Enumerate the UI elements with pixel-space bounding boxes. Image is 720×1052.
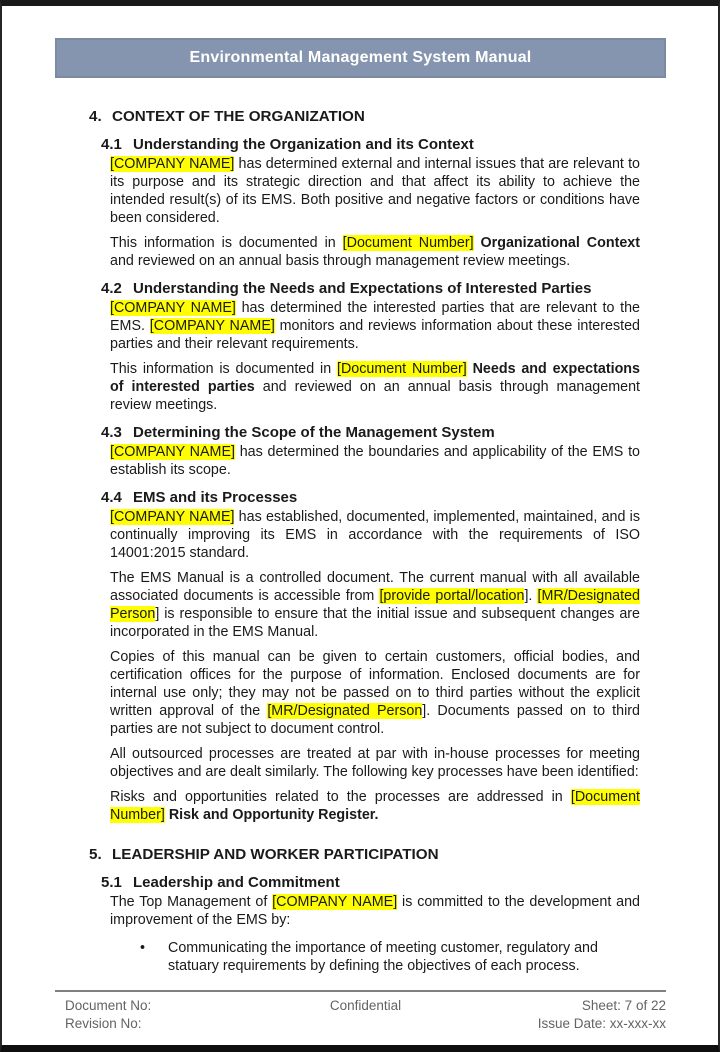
text-run: and reviewed on an annual basis through management review meetings. bbox=[110, 379, 640, 413]
bold-text-run: Needs and expectations of interested parties bbox=[110, 361, 640, 395]
bullet-item bbox=[140, 939, 640, 975]
text-run: is committed to the development and improvement of the EMS by: bbox=[110, 894, 640, 928]
heading-text: EMS and its Processes bbox=[133, 489, 298, 506]
subsection-heading bbox=[101, 424, 640, 442]
confidential-label: Confidential bbox=[329, 998, 402, 1013]
subsection-heading bbox=[101, 489, 640, 507]
heading-text: Understanding the Organization and its Context bbox=[133, 136, 474, 153]
heading-number: 4.3 bbox=[101, 424, 122, 441]
heading-number: 4.4 bbox=[101, 489, 122, 506]
text-run: monitors and reviews information about these interested parties and their relevant requirements. bbox=[110, 318, 640, 352]
paragraph bbox=[110, 508, 640, 562]
revision-no-label: Revision No: bbox=[65, 1016, 142, 1031]
subsection-heading bbox=[101, 874, 640, 892]
text-run: has determined external and internal issues that are relevant to its purpose and its strategic direction and that affect its ability to achieve the intended result(s) of its EMS. Both positive and negative factors or conditions have been considered. bbox=[110, 156, 640, 226]
text-run: Risks and opportunities related to the processes are addressed in bbox=[110, 789, 571, 805]
highlighted-placeholder: [Document Number] bbox=[110, 789, 640, 823]
paragraph bbox=[110, 360, 640, 414]
highlighted-placeholder: [COMPANY NAME] bbox=[110, 300, 236, 316]
text-run: ]. bbox=[524, 588, 538, 604]
text-run: has determined the boundaries and applicability of the EMS to establish its scope. bbox=[110, 444, 640, 478]
highlighted-placeholder: [MR/Designated Person bbox=[110, 588, 640, 622]
text-run: This information is documented in bbox=[110, 235, 343, 251]
paragraph bbox=[110, 569, 640, 641]
text-run bbox=[474, 235, 481, 251]
text-run: ]. Documents passed on to third parties are not subject to document control. bbox=[110, 703, 640, 737]
highlighted-placeholder: [COMPANY NAME] bbox=[110, 444, 235, 460]
paragraph bbox=[110, 893, 640, 929]
text-run: Copies of this manual can be given to certain customers, official bodies, and certification offices for the purpose of information. Enclosed documents are for internal use only; they may not be passed on to third parties without the explicit written approval of the bbox=[110, 649, 640, 719]
highlighted-placeholder: [COMPANY NAME] bbox=[110, 156, 235, 172]
heading-text: Determining the Scope of the Management System bbox=[133, 424, 495, 441]
heading-number: 4.2 bbox=[101, 280, 122, 297]
text-run: The EMS Manual is a controlled document. The current manual with all available associated documents is accessible from bbox=[110, 570, 640, 604]
text-run: has determined the interested parties that are relevant to the EMS. bbox=[110, 300, 640, 334]
paragraph bbox=[110, 745, 640, 781]
paragraph bbox=[110, 648, 640, 738]
highlighted-placeholder: [Document Number] bbox=[342, 235, 474, 251]
text-run: Communicating the importance of meeting customer, regulatory and statuary requirements by defining the objectives of each process. bbox=[168, 940, 598, 974]
page-footer bbox=[55, 990, 666, 1033]
heading-text: CONTEXT OF THE ORGANIZATION bbox=[112, 108, 365, 125]
text-run: All outsourced processes are treated at par with in-house processes for meeting objectives and are dealt similarly. The following key processes have been identified: bbox=[110, 746, 640, 780]
paragraph bbox=[110, 299, 640, 353]
document-no-label: Document No: bbox=[65, 998, 152, 1013]
subsection-heading bbox=[101, 136, 640, 154]
highlighted-placeholder: [MR/Designated Person bbox=[267, 703, 423, 719]
section-heading bbox=[89, 108, 640, 126]
issue-date-label: Issue Date: xx-xxx-xx bbox=[537, 1016, 666, 1031]
text-run: and reviewed on an annual basis through management review meetings. bbox=[110, 253, 571, 269]
bold-text-run: Organizational Context bbox=[480, 235, 641, 251]
bullet-text bbox=[168, 939, 640, 975]
heading-number: 5.1 bbox=[101, 874, 122, 891]
heading-text: Leadership and Commitment bbox=[133, 874, 340, 891]
footer-grid bbox=[55, 997, 666, 1033]
paragraph bbox=[110, 234, 640, 270]
bullet-marker: • bbox=[140, 940, 146, 956]
section-heading bbox=[89, 846, 640, 864]
highlighted-placeholder: [COMPANY NAME] bbox=[272, 894, 398, 910]
manual-title-banner bbox=[55, 38, 666, 78]
paragraph bbox=[110, 443, 640, 479]
paragraph bbox=[110, 155, 640, 227]
heading-text: LEADERSHIP AND WORKER PARTICIPATION bbox=[112, 846, 439, 863]
text-run: The Top Management of bbox=[110, 894, 273, 910]
highlighted-placeholder: [COMPANY NAME] bbox=[110, 509, 235, 525]
text-run: ] is responsible to ensure that the initial issue and subsequent changes are incorporated in the EMS Manual. bbox=[110, 606, 640, 640]
footer-center-column bbox=[265, 997, 465, 1033]
heading-number: 5. bbox=[89, 846, 102, 863]
text-run: This information is documented in bbox=[110, 361, 337, 377]
paragraph bbox=[110, 788, 640, 824]
heading-number: 4.1 bbox=[101, 136, 122, 153]
bold-text-run: Risk and Opportunity Register. bbox=[168, 807, 379, 823]
highlighted-placeholder: [provide portal/location bbox=[379, 588, 525, 604]
manual-title: Environmental Management System Manual bbox=[189, 49, 532, 66]
document-body bbox=[89, 108, 641, 975]
text-run: has established, documented, implemented, maintained, and is continually improving its EMS in accordance with the requirements of ISO 14001:2015 standard. bbox=[110, 509, 640, 561]
footer-left-column bbox=[55, 997, 265, 1033]
heading-text: Understanding the Needs and Expectations of Interested Parties bbox=[133, 280, 592, 297]
heading-number: 4. bbox=[89, 108, 102, 125]
subsection-heading bbox=[101, 280, 640, 298]
footer-right-column bbox=[466, 997, 666, 1033]
sheet-number-label: Sheet: 7 of 22 bbox=[581, 998, 666, 1013]
highlighted-placeholder: [Document Number] bbox=[337, 361, 467, 377]
highlighted-placeholder: [COMPANY NAME] bbox=[149, 318, 275, 334]
